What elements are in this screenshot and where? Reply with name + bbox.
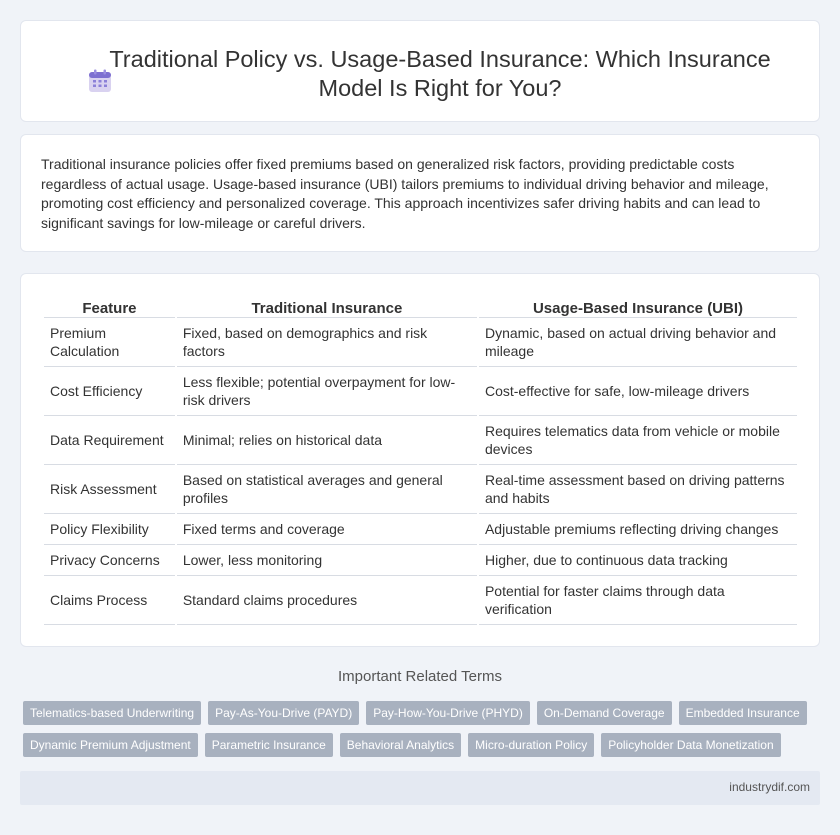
related-terms-row	[23, 701, 823, 725]
related-term-tag[interactable]: Dynamic Premium Adjustment	[23, 733, 198, 757]
table-cell: Requires telematics data from vehicle or mobile devices	[479, 416, 797, 465]
related-term-tag[interactable]: Behavioral Analytics	[340, 733, 461, 757]
table-cell: Premium Calculation	[44, 318, 175, 367]
table-row	[44, 416, 797, 465]
related-term-tag[interactable]: Embedded Insurance	[679, 701, 807, 725]
table-row	[44, 514, 797, 545]
table-row	[44, 576, 797, 625]
related-term-tag[interactable]: On-Demand Coverage	[537, 701, 672, 725]
table-cell: Policy Flexibility	[44, 514, 175, 545]
column-header: Traditional Insurance	[177, 294, 477, 318]
table-cell: Standard claims procedures	[177, 576, 477, 625]
table-cell: Potential for faster claims through data verification	[479, 576, 797, 625]
table-cell: Cost-effective for safe, low-mileage drivers	[479, 367, 797, 416]
intro-text: Traditional insurance policies offer fixed premiums based on generalized risk factors, providing predictable costs regardless of actual usage. Usage-based insurance (UBI) tailors premiums to individual driving behavior and mileage, promoting cost efficiency and personalized coverage. This approach incentivizes safer driving habits and can lead to significant savings for low-mileage or careful drivers.	[41, 156, 769, 231]
table-row	[44, 318, 797, 367]
table-cell: Based on statistical averages and general profiles	[177, 465, 477, 514]
table-cell: Minimal; relies on historical data	[177, 416, 477, 465]
table-cell: Adjustable premiums reflecting driving changes	[479, 514, 797, 545]
comparison-table	[42, 294, 799, 625]
table-row	[44, 367, 797, 416]
footer-site-link[interactable]: industrydif.com	[729, 780, 810, 794]
related-term-tag[interactable]: Pay-How-You-Drive (PHYD)	[366, 701, 530, 725]
table-row	[44, 545, 797, 576]
page-title: Traditional Policy vs. Usage-Based Insurance: Which Insurance Model Is Right for You?	[109, 46, 771, 101]
related-term-tag[interactable]: Parametric Insurance	[205, 733, 333, 757]
related-term-tag[interactable]: Pay-As-You-Drive (PAYD)	[208, 701, 359, 725]
table-cell: Higher, due to continuous data tracking	[479, 545, 797, 576]
related-term-tag[interactable]: Micro-duration Policy	[468, 733, 594, 757]
table-cell: Real-time assessment based on driving patterns and habits	[479, 465, 797, 514]
column-header: Feature	[44, 294, 175, 318]
table-cell: Fixed, based on demographics and risk factors	[177, 318, 477, 367]
table-cell: Less flexible; potential overpayment for low-risk drivers	[177, 367, 477, 416]
comparison-table-card	[20, 273, 820, 647]
intro-card	[20, 134, 820, 252]
table-cell: Dynamic, based on actual driving behavior and mileage	[479, 318, 797, 367]
table-cell: Claims Process	[44, 576, 175, 625]
table-cell: Fixed terms and coverage	[177, 514, 477, 545]
related-terms-row	[23, 733, 823, 757]
table-cell: Privacy Concerns	[44, 545, 175, 576]
table-cell: Cost Efficiency	[44, 367, 175, 416]
footer	[20, 771, 820, 805]
related-term-tag[interactable]: Policyholder Data Monetization	[601, 733, 780, 757]
table-row	[44, 465, 797, 514]
related-terms-title: Important Related Terms	[338, 668, 502, 685]
table-cell: Data Requirement	[44, 416, 175, 465]
table-header-row	[44, 294, 797, 318]
title-card	[20, 20, 820, 122]
column-header: Usage-Based Insurance (UBI)	[479, 294, 797, 318]
table-cell: Lower, less monitoring	[177, 545, 477, 576]
related-term-tag[interactable]: Telematics-based Underwriting	[23, 701, 201, 725]
table-cell: Risk Assessment	[44, 465, 175, 514]
